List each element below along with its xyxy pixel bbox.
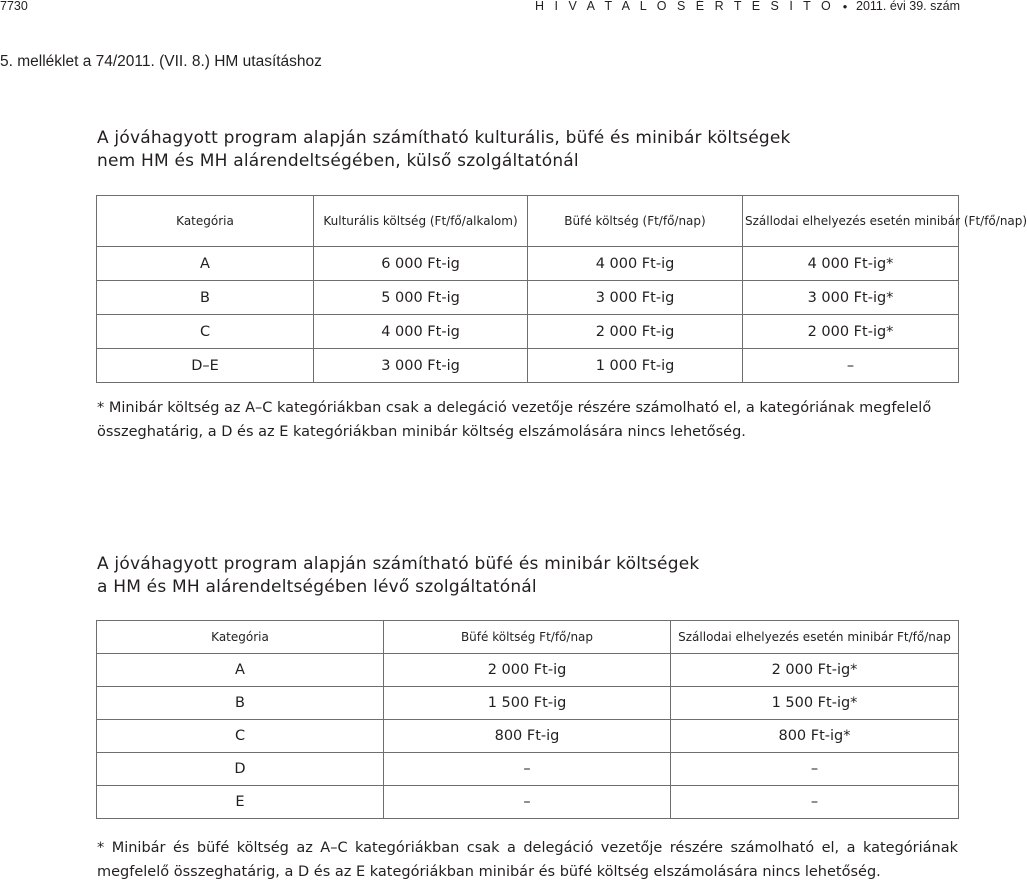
table-cell: 2 000 Ft-ig xyxy=(528,315,743,349)
table-cell: 1 000 Ft-ig xyxy=(528,349,743,383)
table-row xyxy=(97,720,959,753)
table-cell: D xyxy=(97,753,384,786)
table-cell: – xyxy=(671,753,959,786)
issue-number: 2011. évi 39. szám xyxy=(856,0,960,13)
column-header: Kategória xyxy=(97,196,314,247)
section1-footnote: * Minibár költség az A–C kategóriákban csak a delegáció vezetője részére számolható el, a kategóriának megfelelő összeghatárig, a D és az E kategóriákban minibár költség elszámolására nincs lehetőség. xyxy=(97,400,932,440)
table-cell: 6 000 Ft-ig xyxy=(314,247,528,281)
section1-title-line1: A jóváhagyott program alapján számítható kulturális, büfé és minibár költségek xyxy=(97,128,791,148)
column-header: Szállodai elhelyezés esetén minibár Ft/fő/nap xyxy=(671,621,959,654)
column-header: Kategória xyxy=(97,621,384,654)
table-cell: D–E xyxy=(97,349,314,383)
table-cell: C xyxy=(97,315,314,349)
table-cell: A xyxy=(97,654,384,687)
annex-title: 5. melléklet a 74/2011. (VII. 8.) HM utasításhoz xyxy=(0,53,322,70)
table-cell: E xyxy=(97,786,384,819)
table-header-row xyxy=(97,621,959,654)
section2-footnote: * Minibár és büfé költség az A–C kategóriákban csak a delegáció vezetője részére számolható el, a kategóriának megfelelő összeghatárig, a D és az E kategóriákban minibár és büfé költség elszámolására nincs lehetőség. xyxy=(97,840,958,880)
table-row xyxy=(97,687,959,720)
table-cell: 3 000 Ft-ig* xyxy=(743,281,959,315)
table-cell: 4 000 Ft-ig xyxy=(528,247,743,281)
table-row xyxy=(97,315,959,349)
table-row xyxy=(97,654,959,687)
running-header xyxy=(0,0,960,13)
table-cell: 2 000 Ft-ig* xyxy=(671,654,959,687)
page-number: 7730 xyxy=(0,0,28,13)
section2-cost-table xyxy=(96,620,959,819)
table-cell: 4 000 Ft-ig* xyxy=(743,247,959,281)
table-row xyxy=(97,349,959,383)
publication-name: H I V A T A L O S É R T E S Í T Ő xyxy=(535,0,835,13)
table-cell: 1 500 Ft-ig* xyxy=(671,687,959,720)
table-cell: – xyxy=(671,786,959,819)
section1-title-line2: nem HM és MH alárendeltségében, külső szolgáltatónál xyxy=(97,151,579,171)
section1-cost-table xyxy=(96,195,1027,383)
section2-title-line1: A jóváhagyott program alapján számítható büfé és minibár költségek xyxy=(97,554,700,574)
section1-title xyxy=(97,127,791,173)
table-cell: – xyxy=(743,349,959,383)
table-cell: – xyxy=(384,786,671,819)
bullet-separator: ● xyxy=(842,2,848,11)
table-row xyxy=(97,247,959,281)
column-header: Szállodai elhelyezés esetén minibár (Ft/fő/nap) xyxy=(743,196,959,247)
table-row xyxy=(97,786,959,819)
table-cell: 5 000 Ft-ig xyxy=(314,281,528,315)
table-row xyxy=(97,281,959,315)
table-cell: 800 Ft-ig* xyxy=(671,720,959,753)
table-cell: 2 000 Ft-ig xyxy=(384,654,671,687)
table-cell: 800 Ft-ig xyxy=(384,720,671,753)
table-cell: 2 000 Ft-ig* xyxy=(743,315,959,349)
table-row xyxy=(97,753,959,786)
column-header: Büfé költség (Ft/fő/nap) xyxy=(528,196,743,247)
table-header-row xyxy=(97,196,959,247)
table-cell: 4 000 Ft-ig xyxy=(314,315,528,349)
table-cell: 1 500 Ft-ig xyxy=(384,687,671,720)
table-cell: B xyxy=(97,281,314,315)
table-cell: A xyxy=(97,247,314,281)
section2-title-line2: a HM és MH alárendeltségében lévő szolgáltatónál xyxy=(97,577,537,597)
publication-info xyxy=(535,0,960,13)
section2-title xyxy=(97,553,699,599)
column-header: Kulturális költség (Ft/fő/alkalom) xyxy=(314,196,528,247)
table-cell: – xyxy=(384,753,671,786)
table-cell: B xyxy=(97,687,384,720)
table-cell: 3 000 Ft-ig xyxy=(528,281,743,315)
table-cell: C xyxy=(97,720,384,753)
column-header: Büfé költség Ft/fő/nap xyxy=(384,621,671,654)
table-cell: 3 000 Ft-ig xyxy=(314,349,528,383)
